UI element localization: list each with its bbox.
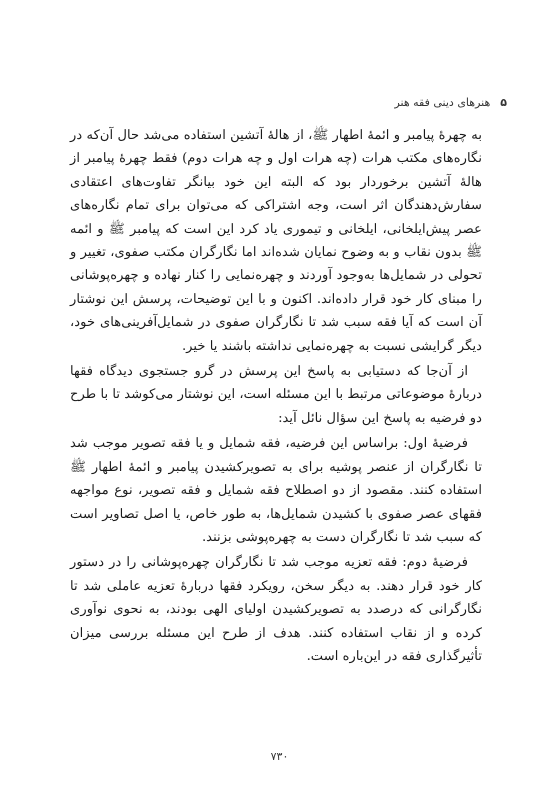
page-number: ۷۳۰: [270, 750, 289, 763]
paragraph-4: فرضیهٔ دوم: فقه تعزیه موجب شد تا نگارگران چهره‌پوشانی را در دستور کار خود قرار دهند. به دیگر سخن، رویکرد فقها دربارهٔ تعزیه عاملی شد تا نگارگرانی که درصدد به تصویرکشیدن اولیای الهی بودند، به نحوی نوآوری کرده و از نقاب استفاده کنند. هدف از طرح این مسئله بررسی میزان تأثیرگذاری فقه در این‌باره است.: [70, 555, 482, 664]
running-header: [40, 96, 507, 109]
main-text: [70, 124, 482, 668]
paragraph-3: فرضیهٔ اول: براساس این فرضیه، فقه شمایل و یا فقه تصویر موجب شد تا نگارگران از عنصر پوشیه برای به تصویرکشیدن پیامبر و ائمهٔ اطهار ﷺ استفاده کنند. مقصود از دو اصطلاح فقه شمایل و فقه تصویر، نوع مواجهه فقهای عصر صفوی با کشیدن شمایل‌ها، به طور خاص، یا اصل تصاویر است که سبب شد تا نگارگران دست به چهره‌پوشی بزنند.: [70, 436, 482, 545]
paragraph-1: به چهرهٔ پیامبر و ائمهٔ اطهار ﷺ، از هالهٔ آتشین استفاده می‌شد حال آن‌که در نگاره‌های مکتب هرات (چه هرات اول و چه هرات دوم) فقط چهرهٔ پیامبر از هالهٔ آتشین برخوردار بود که البته این خود بیانگر تفاوت‌های اعتقادی سفارش‌دهندگان اثر است، وجه اشتراکی که می‌توان برای تمام نگاره‌های عصر پیش‌ایلخانی، ایلخانی و تیموری یاد کرد این است که پیامبر ﷺ و ائمه ﷺ بدون نقاب و به وضوح نمایان شده‌اند اما نگارگران مکتب صفوی، تغییر و تحولی در شمایل‌ها به‌وجود آوردند و چهره‌نمایی را کنار نهاده و چهره‌پوشانی را مبنای کار خود قرار داده‌اند. اکنون و با این توضیحات، پرسش این نوشتار آن است که آیا فقه سبب شد تا نگارگران صفوی در شمایل‌آفرینی‌های خود، دیگر گرایشی نسبت به چهره‌نمایی نداشته باشند یا خیر.: [70, 128, 482, 354]
header-page-marker: ۵: [500, 96, 507, 109]
paragraph-2: از آن‌جا که دستیابی به پاسخ این پرسش در گرو جستجوی دیدگاه فقها دربارهٔ موضوعاتی مرتبط با این مسئله است، این نوشتار می‌کوشد تا با طرح دو فرضیه به پاسخ این سؤال نائل آید:: [70, 364, 482, 426]
running-title: هنرهای دینی فقه هنر: [394, 96, 491, 109]
page-footer: [0, 750, 559, 763]
